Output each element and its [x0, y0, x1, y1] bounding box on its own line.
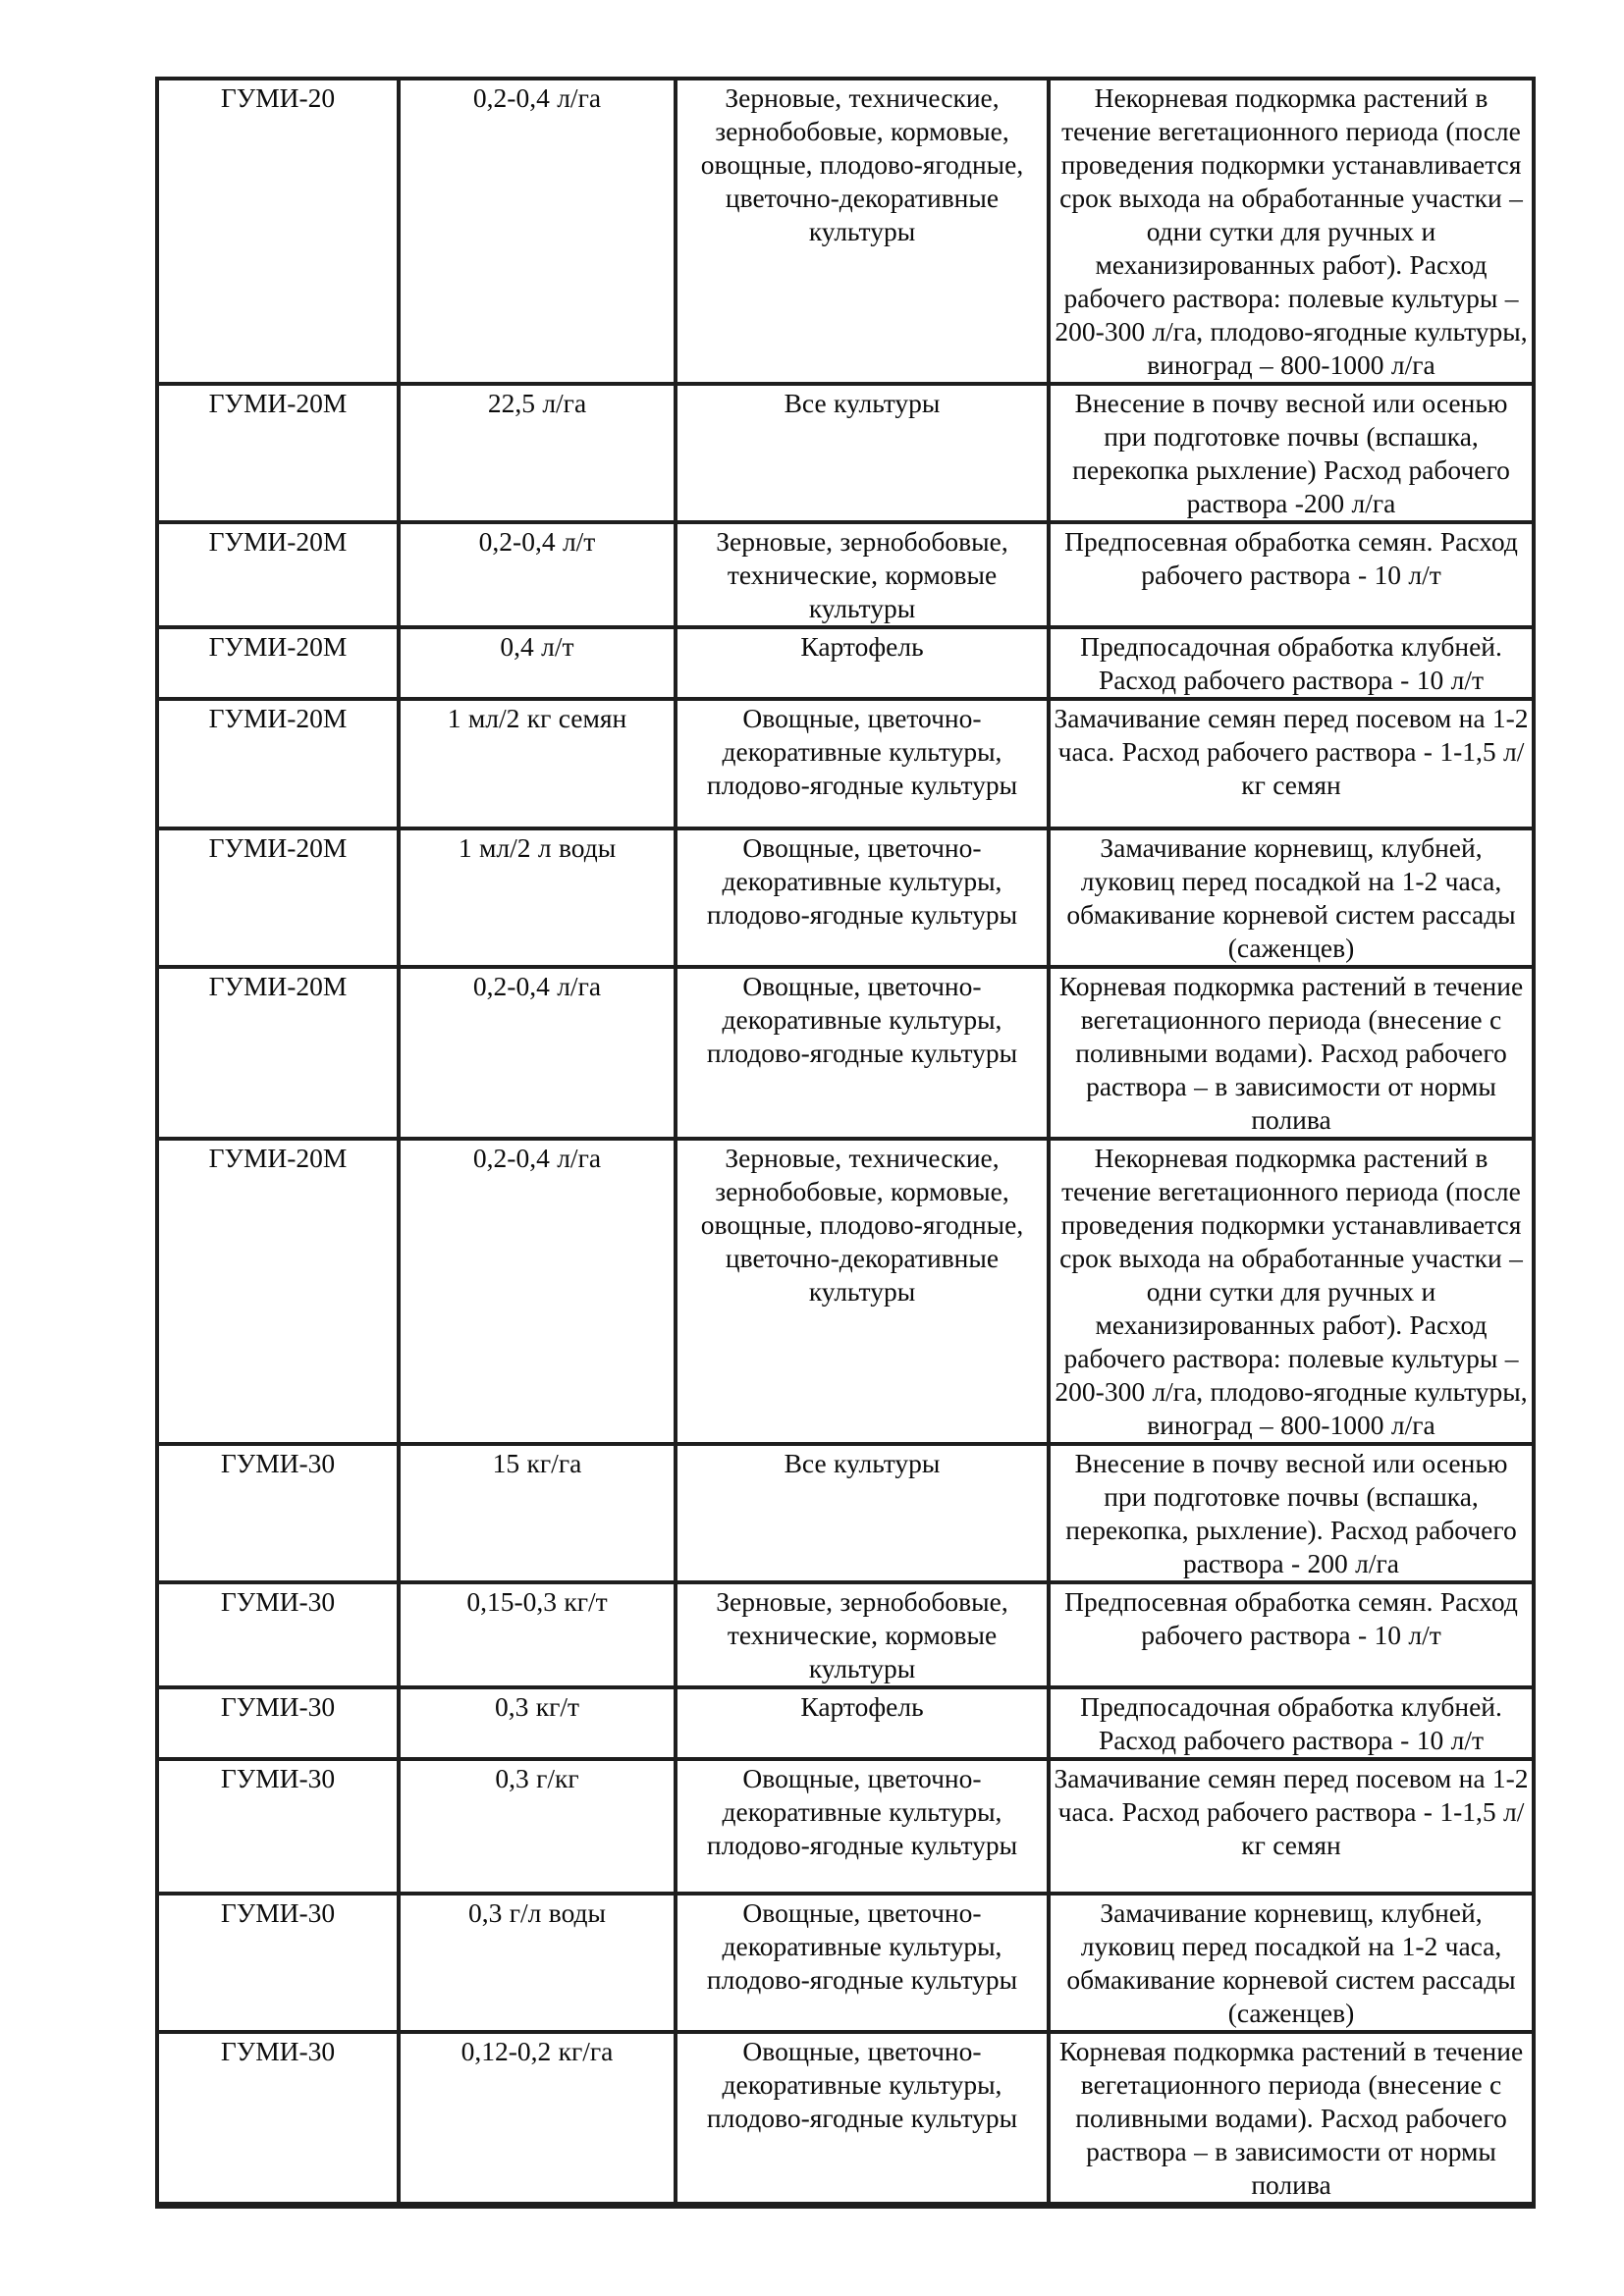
table-row [157, 1894, 1534, 2032]
cell-crops: Картофель [676, 627, 1049, 699]
cell-application: Предпосадочная обработка клубней. Расход рабочего раствора - 10 л/т [1049, 627, 1534, 699]
cell-dose: 1 мл/2 л воды [399, 828, 676, 967]
table-row [157, 967, 1534, 1139]
cell-application: Предпосевная обработка семян. Расход рабочего раствора - 10 л/т [1049, 522, 1534, 627]
table-row [157, 627, 1534, 699]
table-row [157, 1759, 1534, 1894]
cell-crops: Овощные, цветочно-декоративные культуры, плодово-ягодные культуры [676, 1759, 1049, 1894]
cell-preparation: ГУМИ-20М [157, 967, 399, 1139]
cell-application: Корневая подкормка растений в течение вегетационного периода (внесение с поливными водами). Расход рабочего раствора – в зависимости от нормы полива [1049, 2032, 1534, 2206]
cell-dose: 0,3 г/кг [399, 1759, 676, 1894]
cell-preparation: ГУМИ-20 [157, 79, 399, 384]
cell-crops: Овощные, цветочно-декоративные культуры, плодово-ягодные культуры [676, 699, 1049, 828]
cell-preparation: ГУМИ-30 [157, 1444, 399, 1582]
cell-application: Замачивание корневищ, клубней, луковиц перед посадкой на 1-2 часа, обмакивание корневой систем рассады (саженцев) [1049, 1894, 1534, 2032]
cell-crops: Овощные, цветочно-декоративные культуры, плодово-ягодные культуры [676, 2032, 1049, 2206]
cell-dose: 22,5 л/га [399, 384, 676, 522]
cell-application: Замачивание семян перед посевом на 1-2 часа. Расход рабочего раствора - 1-1,5 л/кг семян [1049, 699, 1534, 828]
cell-dose: 0,4 л/т [399, 627, 676, 699]
cell-dose: 0,12-0,2 кг/га [399, 2032, 676, 2206]
cell-application: Некорневая подкормка растений в течение вегетационного периода (после проведения подкормки устанавливается срок выхода на обработанные участки – одни сутки для ручных и механизированных работ). Расход рабочего раствора: полевые культуры – 200-300 л/га, плодово-ягодные культуры, виноград – 800-1000 л/га [1049, 1139, 1534, 1444]
cell-preparation: ГУМИ-20М [157, 384, 399, 522]
cell-application: Предпосевная обработка семян. Расход рабочего раствора - 10 л/т [1049, 1582, 1534, 1687]
cell-dose: 0,2-0,4 л/т [399, 522, 676, 627]
application-rates-table [155, 77, 1536, 2209]
cell-application: Замачивание семян перед посевом на 1-2 часа. Расход рабочего раствора - 1-1,5 л/кг семян [1049, 1759, 1534, 1894]
cell-crops: Картофель [676, 1687, 1049, 1759]
cell-crops: Зерновые, зернобобовые, технические, кормовые культуры [676, 522, 1049, 627]
table-row [157, 384, 1534, 522]
table-row [157, 1444, 1534, 1582]
cell-preparation: ГУМИ-30 [157, 1759, 399, 1894]
cell-application: Внесение в почву весной или осенью при подготовке почвы (вспашка, перекопка рыхление) Расход рабочего раствора -200 л/га [1049, 384, 1534, 522]
cell-preparation: ГУМИ-30 [157, 1894, 399, 2032]
cell-dose: 0,2-0,4 л/га [399, 1139, 676, 1444]
cell-preparation: ГУМИ-20М [157, 522, 399, 627]
cell-crops: Овощные, цветочно-декоративные культуры, плодово-ягодные культуры [676, 828, 1049, 967]
cell-crops: Все культуры [676, 384, 1049, 522]
cell-application: Замачивание корневищ, клубней, луковиц перед посадкой на 1-2 часа, обмакивание корневой систем рассады (саженцев) [1049, 828, 1534, 967]
cell-dose: 1 мл/2 кг семян [399, 699, 676, 828]
cell-dose: 15 кг/га [399, 1444, 676, 1582]
table-row [157, 79, 1534, 384]
cell-dose: 0,2-0,4 л/га [399, 967, 676, 1139]
cell-preparation: ГУМИ-20М [157, 627, 399, 699]
table-row [157, 1582, 1534, 1687]
cell-application: Предпосадочная обработка клубней. Расход рабочего раствора - 10 л/т [1049, 1687, 1534, 1759]
cell-preparation: ГУМИ-20М [157, 828, 399, 967]
cell-dose: 0,3 г/л воды [399, 1894, 676, 2032]
cell-preparation: ГУМИ-20М [157, 699, 399, 828]
cell-dose: 0,2-0,4 л/га [399, 79, 676, 384]
cell-preparation: ГУМИ-30 [157, 1582, 399, 1687]
table-row [157, 828, 1534, 967]
cell-dose: 0,3 кг/т [399, 1687, 676, 1759]
cell-application: Внесение в почву весной или осенью при подготовке почвы (вспашка, перекопка, рыхление). Расход рабочего раствора - 200 л/га [1049, 1444, 1534, 1582]
cell-crops: Овощные, цветочно-декоративные культуры, плодово-ягодные культуры [676, 1894, 1049, 2032]
cell-dose: 0,15-0,3 кг/т [399, 1582, 676, 1687]
cell-preparation: ГУМИ-20М [157, 1139, 399, 1444]
cell-crops: Зерновые, технические, зернобобовые, кормовые, овощные, плодово-ягодные, цветочно-декоративные культуры [676, 1139, 1049, 1444]
cell-crops: Овощные, цветочно-декоративные культуры, плодово-ягодные культуры [676, 967, 1049, 1139]
cell-crops: Зерновые, зернобобовые, технические, кормовые культуры [676, 1582, 1049, 1687]
cell-preparation: ГУМИ-30 [157, 1687, 399, 1759]
table-row [157, 522, 1534, 627]
table-row [157, 2032, 1534, 2206]
cell-crops: Зерновые, технические, зернобобовые, кормовые, овощные, плодово-ягодные, цветочно-декоративные культуры [676, 79, 1049, 384]
cell-preparation: ГУМИ-30 [157, 2032, 399, 2206]
cell-crops: Все культуры [676, 1444, 1049, 1582]
cell-application: Некорневая подкормка растений в течение вегетационного периода (после проведения подкормки устанавливается срок выхода на обработанные участки – одни сутки для ручных и механизированных работ). Расход рабочего раствора: полевые культуры – 200-300 л/га, плодово-ягодные культуры, виноград – 800-1000 л/га [1049, 79, 1534, 384]
table-row [157, 1139, 1534, 1444]
cell-application: Корневая подкормка растений в течение вегетационного периода (внесение с поливными водами). Расход рабочего раствора – в зависимости от нормы полива [1049, 967, 1534, 1139]
table-row [157, 699, 1534, 828]
table-row [157, 1687, 1534, 1759]
